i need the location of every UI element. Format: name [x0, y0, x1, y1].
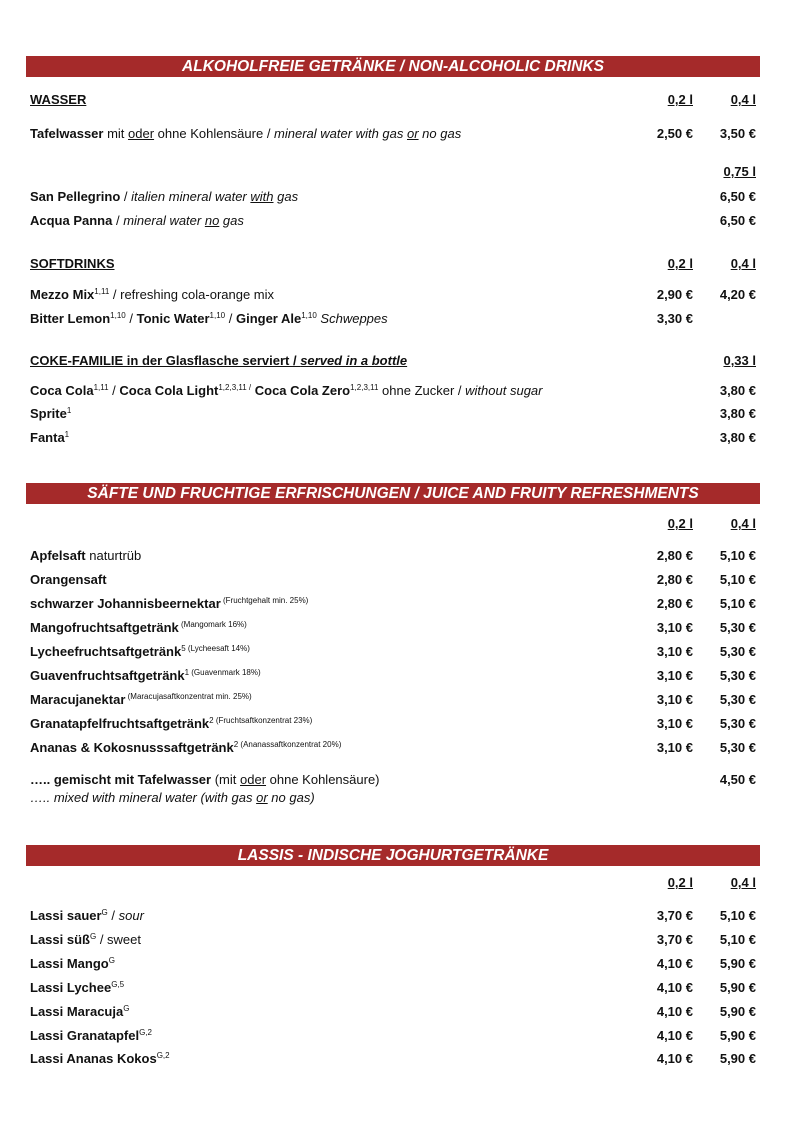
menu-item [30, 405, 758, 423]
menu-item [30, 1003, 758, 1021]
menu-item-translation [30, 789, 758, 807]
item-name [30, 1050, 170, 1070]
item-title: Guavenfruchtsaftgetränk [30, 668, 185, 683]
item-title: Apfelsaft [30, 548, 86, 563]
item-name [30, 643, 250, 663]
price-small: 2,80 € [656, 572, 693, 587]
item-title: schwarzer Johannisbeernektar [30, 596, 221, 611]
item-name: ….. gemischt mit Tafelwasser (mit oder ohne Kohlensäure) [30, 772, 380, 787]
price-large: 5,30 € [719, 668, 756, 683]
item-name: Acqua Panna / mineral water no gas [30, 213, 244, 228]
size-header: 0,2 l [667, 256, 693, 271]
price-small: 2,80 € [656, 596, 693, 611]
item-name [30, 739, 341, 759]
size-header-row [30, 163, 758, 181]
price-large: 5,10 € [719, 596, 756, 611]
item-translation: sour [118, 908, 144, 923]
item-name: Coca Cola$^{1,11}$ / Coca Cola Light$^{1,2,3,11 /}$ Coca Cola Zero$^{1,2,3,11}$ ohne Zucker / without sugar [30, 383, 543, 398]
content-note: (Mangomark 16%) [178, 620, 247, 629]
menu-item [30, 931, 758, 949]
item-name: San Pellegrino / italien mineral water with gas [30, 189, 299, 204]
item-name: Bitter Lemon$^{1,10}$ / Tonic Water$^{1,10}$ / Ginger Ale$^{1,10}$ Schweppes [30, 311, 388, 326]
allergen-note: G,2 [139, 1028, 153, 1037]
section-banner-juices: SÄFTE UND FRUCHTIGE ERFRISCHUNGEN / JUICE AND FRUITY REFRESHMENTS [26, 483, 760, 504]
price: 3,80 € [719, 406, 756, 421]
price-large: 4,20 € [719, 287, 756, 302]
item-title: Lassi Maracuja [30, 1004, 124, 1019]
item-name [30, 931, 141, 951]
item-name [30, 619, 247, 639]
item-title: Maracujanektar [30, 692, 126, 707]
price-large: 5,90 € [719, 956, 756, 971]
content-note: (Maracujasaftkonzentrat min. 25%) [125, 692, 252, 701]
price-small: 3,70 € [656, 932, 693, 947]
price: 3,80 € [719, 430, 756, 445]
item-translation: ….. mixed with mineral water (with gas or no gas) [30, 790, 315, 805]
size-header: 0,75 l [723, 164, 756, 179]
price-large: 5,10 € [719, 548, 756, 563]
size-header: 0,4 l [730, 92, 756, 107]
menu-item [30, 382, 758, 400]
section-banner-lassis: LASSIS - INDISCHE JOGHURTGETRÄNKE [26, 845, 760, 866]
price-small: 3,10 € [656, 740, 693, 755]
price-large: 5,10 € [719, 908, 756, 923]
price-small: 4,10 € [656, 1051, 693, 1066]
size-header: 0,2 l [667, 875, 693, 890]
price-small: 3,10 € [656, 668, 693, 683]
menu-item [30, 771, 758, 789]
item-title: Lassi süß [30, 932, 90, 947]
allergen-note: G,5 [111, 980, 125, 989]
item-name [30, 667, 261, 687]
size-header-row [30, 874, 758, 892]
price-small: 4,10 € [656, 1028, 693, 1043]
menu-item [30, 979, 758, 997]
price: 3,80 € [719, 383, 756, 398]
menu-item [30, 547, 758, 565]
menu-item [30, 619, 758, 637]
size-header-row [30, 515, 758, 533]
price-small: 2,50 € [656, 126, 693, 141]
item-title: Lassi sauer [30, 908, 102, 923]
price-large: 5,30 € [719, 716, 756, 731]
menu-item [30, 715, 758, 733]
category-title: SOFTDRINKS [30, 256, 115, 271]
content-note: (Fruchtsaftkonzentrat 23%) [213, 716, 313, 725]
allergen-note: G [108, 956, 115, 965]
size-header: 0,33 l [723, 353, 756, 368]
item-name [30, 547, 141, 565]
size-header: 0,2 l [667, 516, 693, 531]
price-large: 5,90 € [719, 980, 756, 995]
price-large: 5,90 € [719, 1028, 756, 1043]
section-banner-non-alcoholic: ALKOHOLFREIE GETRÄNKE / NON-ALCOHOLIC DRINKS [26, 56, 760, 77]
allergen-note: 2 [209, 716, 214, 725]
price-small: 3,10 € [656, 644, 693, 659]
menu-item [30, 125, 758, 143]
item-title: Lassi Ananas Kokos [30, 1051, 157, 1066]
category-title: COKE-FAMILIE in der Glasflasche serviert / served in a bottle [30, 353, 408, 368]
item-name: Tafelwasser mit oder ohne Kohlensäure / mineral water with gas or no gas [30, 126, 462, 141]
menu-item [30, 667, 758, 685]
item-title: Mangofruchtsaftgetränk [30, 620, 179, 635]
price-small: 4,10 € [656, 980, 693, 995]
menu-item [30, 571, 758, 589]
item-desc: / [107, 908, 119, 923]
price-large: 5,90 € [719, 1004, 756, 1019]
allergen-note: G [101, 908, 108, 917]
menu-item [30, 955, 758, 973]
price-large: 5,90 € [719, 1051, 756, 1066]
price-large: 5,10 € [719, 572, 756, 587]
item-title: Lassi Lychee [30, 980, 112, 995]
coke-header-row [30, 352, 758, 370]
menu-item [30, 691, 758, 709]
menu-item [30, 429, 758, 447]
menu-item [30, 212, 758, 230]
menu-item [30, 286, 758, 304]
content-note: (Ananassaftkonzentrat 20%) [238, 740, 342, 749]
item-title: Orangensaft [30, 572, 107, 587]
allergen-note: 5 [181, 644, 186, 653]
allergen-note: 1 [184, 668, 190, 677]
size-header: 0,4 l [730, 875, 756, 890]
softdrinks-header-row [30, 255, 758, 273]
menu-item [30, 907, 758, 925]
item-name [30, 1003, 129, 1023]
item-name: Fanta$^1$ [30, 430, 70, 445]
price-large: 5,30 € [719, 692, 756, 707]
item-title: Lycheefruchtsaftgetränk [30, 644, 182, 659]
price-small: 3,70 € [656, 908, 693, 923]
wasser-header-row [30, 91, 758, 109]
item-title: Granatapfelfruchtsaftgetränk [30, 716, 210, 731]
menu-item [30, 643, 758, 661]
size-header: 0,4 l [730, 256, 756, 271]
item-title: Lassi Mango [30, 956, 109, 971]
price-small: 3,10 € [656, 620, 693, 635]
content-note: (Guavenmark 18%) [189, 668, 261, 677]
price-large: 5,30 € [719, 740, 756, 755]
allergen-note: G,2 [156, 1051, 170, 1060]
price-small: 2,80 € [656, 548, 693, 563]
allergen-note: G [89, 932, 97, 941]
item-name: Mezzo Mix$^{1,11}$ / refreshing cola-orange mix [30, 287, 275, 302]
item-name [30, 715, 312, 735]
price-large: 5,30 € [719, 620, 756, 635]
price-small: 2,90 € [656, 287, 693, 302]
menu-item [30, 595, 758, 613]
size-header: 0,2 l [667, 92, 693, 107]
item-name [30, 979, 124, 999]
item-name [30, 571, 107, 589]
menu-item [30, 188, 758, 206]
item-name [30, 595, 308, 615]
item-name [30, 955, 115, 975]
item-name [30, 907, 144, 927]
menu-item [30, 739, 758, 757]
content-note: (Fruchtgehalt min. 25%) [220, 596, 309, 605]
item-name [30, 1027, 152, 1047]
item-name: Sprite$^1$ [30, 406, 72, 421]
price-small: 3,30 € [656, 311, 693, 326]
price-large: 6,50 € [719, 213, 756, 228]
price-small: 3,10 € [656, 692, 693, 707]
item-desc: / sweet [96, 932, 141, 947]
price-large: 5,30 € [719, 644, 756, 659]
menu-item [30, 1050, 758, 1068]
category-title: WASSER [30, 92, 87, 107]
item-title: Ananas & Kokosnusssaftgetränk [30, 740, 234, 755]
menu-item [30, 1027, 758, 1045]
price-small: 3,10 € [656, 716, 693, 731]
price-large: 5,10 € [719, 932, 756, 947]
price-small: 4,10 € [656, 1004, 693, 1019]
price-small: 4,10 € [656, 956, 693, 971]
allergen-note: G [123, 1004, 130, 1013]
item-title: Lassi Granatapfel [30, 1028, 140, 1043]
price: 4,50 € [719, 772, 756, 787]
menu-item [30, 310, 758, 328]
item-name [30, 691, 252, 711]
price-large: 6,50 € [719, 189, 756, 204]
size-header: 0,4 l [730, 516, 756, 531]
price-large: 3,50 € [719, 126, 756, 141]
content-note: (Lycheesaft 14%) [185, 644, 250, 653]
allergen-note: 2 [233, 740, 239, 749]
item-desc: naturtrüb [85, 548, 142, 563]
